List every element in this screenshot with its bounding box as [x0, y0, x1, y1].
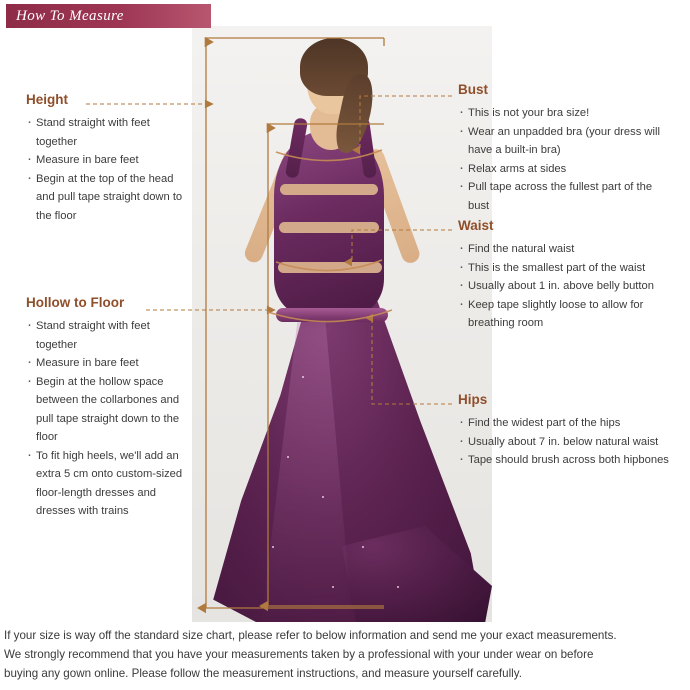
footer-note	[4, 626, 686, 683]
sparkle	[302, 376, 304, 378]
footer-line-3: buying any gown online. Please follow the measurement instructions, and measure yourself carefully.	[4, 667, 522, 680]
sparkle	[332, 586, 334, 588]
footer-line-1: If your size is way off the standard size chart, please refer to below information and send me your exact measurements.	[4, 629, 617, 642]
list-item: · To fit high heels, we'll add an extra 5 cm onto custom-sized floor-length dresses and dresses with trains	[26, 447, 191, 521]
list-item: · Usually about 1 in. above belly button	[458, 277, 673, 296]
list-item: · Usually about 7 in. below natural waist	[458, 433, 673, 452]
height-section	[26, 92, 186, 225]
hollow-to-floor-section	[26, 295, 191, 521]
footer-line-2: We strongly recommend that you have your measurements taken by a professional with your under wear on before	[4, 648, 594, 661]
list-item: · Find the widest part of the hips	[458, 414, 673, 433]
waist-section	[458, 218, 673, 333]
hips-heading: Hips	[458, 392, 488, 407]
page-title: How To Measure	[16, 7, 124, 24]
list-item: · Relax arms at sides	[458, 160, 673, 179]
dress-cutout-3	[278, 262, 382, 273]
height-heading: Height	[26, 92, 68, 107]
list-item: · Wear an unpadded bra (your dress will have a built-in bra)	[458, 123, 673, 160]
sparkle	[362, 546, 364, 548]
hollow-to-floor-list	[26, 317, 191, 521]
list-item: · Measure in bare feet	[26, 151, 186, 170]
sparkle	[287, 456, 289, 458]
list-item: · Stand straight with feet together	[26, 317, 191, 354]
bust-list	[458, 104, 673, 215]
bust-heading: Bust	[458, 82, 488, 97]
sparkle	[272, 546, 274, 548]
hips-list	[458, 414, 673, 470]
height-list	[26, 114, 186, 225]
dress-cutout-1	[280, 184, 378, 195]
hips-section	[458, 392, 673, 470]
dress-waistband	[276, 308, 388, 322]
sparkle	[322, 496, 324, 498]
list-item: · This is the smallest part of the waist	[458, 259, 673, 278]
list-item: · Begin at the hollow space between the collarbones and pull tape straight down to the floor	[26, 373, 191, 447]
list-item: · Pull tape across the fullest part of the bust	[458, 178, 673, 215]
waist-list	[458, 240, 673, 333]
dress-cutout-2	[279, 222, 379, 233]
waist-heading: Waist	[458, 218, 494, 233]
bust-section	[458, 82, 673, 215]
hollow-to-floor-heading: Hollow to Floor	[26, 295, 125, 310]
sparkle	[397, 586, 399, 588]
list-item: · Find the natural waist	[458, 240, 673, 259]
list-item: · Tape should brush across both hipbones	[458, 451, 673, 470]
list-item: · This is not your bra size!	[458, 104, 673, 123]
model-photo	[192, 26, 492, 622]
list-item: · Keep tape slightly loose to allow for breathing room	[458, 296, 673, 333]
title-banner	[6, 4, 211, 28]
sparkle	[252, 426, 254, 428]
list-item: · Measure in bare feet	[26, 354, 191, 373]
list-item: · Stand straight with feet together	[26, 114, 186, 151]
list-item: · Begin at the top of the head and pull tape straight down to the floor	[26, 170, 186, 226]
